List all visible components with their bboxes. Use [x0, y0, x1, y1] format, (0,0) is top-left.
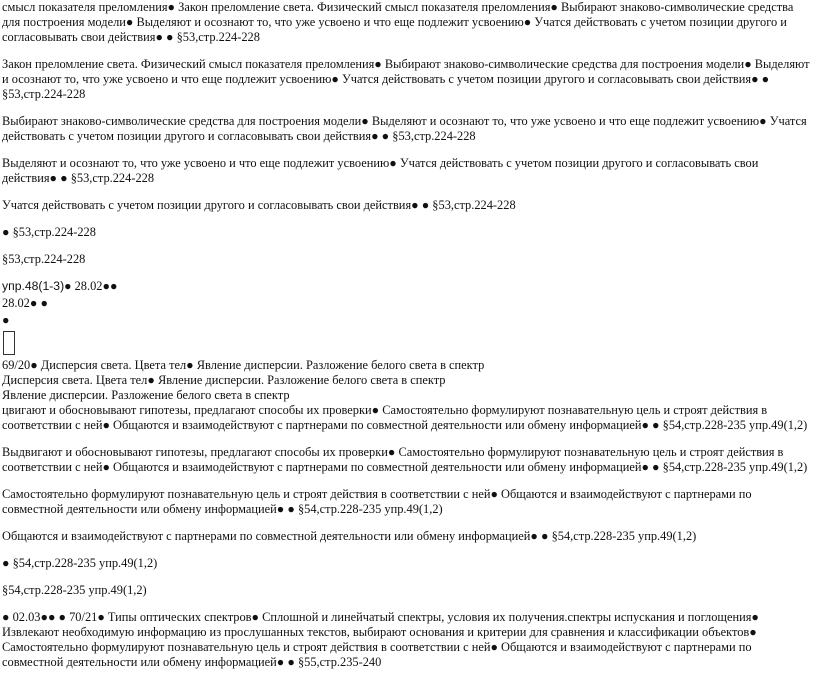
text-line-17: Общаются и взаимодействуют с партнерами по совместной деятельности или обмену информацией● ● §54,стр.228-235 упр.49(1,2)	[2, 529, 697, 543]
text-line-5: Учатся действовать с учетом позиции другого и согласовывать свои действия● ● §53,стр.224-228	[2, 198, 516, 212]
date-ref: 28.02●●	[71, 279, 118, 293]
text-line-6: ● §53,стр.224-228	[2, 225, 96, 239]
text-line-13: Явление дисперсии. Разложение белого света в спектр	[2, 388, 290, 402]
text-line-4: Выделяют и осознают то, что уже усвоено и что еще подлежит усвоению● Учатся действовать с учетом позиции другого и согласовывать свои действия● ● §53,стр.224-228	[2, 156, 759, 185]
text-line-18: ● §54,стр.228-235 упр.49(1,2)	[2, 556, 158, 570]
text-line-3: Выбирают знаково-символические средства для построения модели● Выделяют и осознают то, что уже усвоено и что еще подлежит усвоению● Учатся действовать с учетом позиции другого и согласовывать свои действия● ● §53,стр.224-228	[2, 114, 807, 143]
text-line-2: Закон преломление света. Физический смысл показателя преломления● Выбирают знаково-символические средства для построения модели● Выделяют и осознают то, что уже усвоено и что еще подлежит усвоению● Учатся действовать с учетом позиции другого и согласовывать свои действия● ● §53,стр.224-228	[2, 57, 810, 101]
document-page	[2, 0, 812, 682]
text-line-9: 28.02● ●	[2, 296, 48, 310]
text-line-15: Выдвигают и обосновывают гипотезы, предлагают способы их проверки● Самостоятельно формулируют познавательную цель и строят действия в соответствии с ней● Общаются и взаимодействуют с партнерами по совместной деятельности или обмену информацией● ● §54,стр.228-235 упр.49(1,2)	[2, 445, 808, 474]
empty-cell-box	[3, 331, 15, 355]
bullet-line: ●	[2, 313, 10, 327]
text-line-11: 69/20● Дисперсия света. Цвета тел● Явление дисперсии. Разложение белого света в спектр	[2, 358, 485, 372]
text-line-14: цвигают и обосновывают гипотезы, предлагают способы их проверки● Самостоятельно формулируют познавательную цель и строят действия в соответствии с ней● Общаются и взаимодействуют с партнерами по совместной деятельности или обмену информацией● ● §54,стр.228-235 упр.49(1,2)	[2, 403, 808, 432]
exercise-ref: упр.48(1-3)●	[2, 279, 72, 293]
text-line-7: §53,стр.224-228	[2, 252, 86, 266]
text-line-19: §54,стр.228-235 упр.49(1,2)	[2, 583, 147, 597]
text-line-1: смысл показателя преломления● Закон преломление света. Физический смысл показателя преломления● Выбирают знаково-символические средства для построения модели● Выделяют и осознают то, что уже усвоено и что еще подлежит усвоению● Учатся действовать с учетом позиции другого и согласовывать свои действия● ● §53,стр.224-228	[2, 0, 794, 44]
text-line-16: Самостоятельно формулируют познавательную цель и строят действия в соответствии с ней● Общаются и взаимодействуют с партнерами по совместной деятельности или обмену информацией● ● §54,стр.228-235 упр.49(1,2)	[2, 487, 752, 516]
text-line-20: ● 02.03●● ● 70/21● Типы оптических спектров● Сплошной и линейчатый спектры, условия их получения.спектры испускания и поглощения● Извлекают необходимую информацию из прослушанных текстов, выбирают основания и критерии для сравнения и классификации объектов● Самостоятельно формулируют познавательную цель и строят действия в соответствии с ней● Общаются и взаимодействуют с партнерами по совместной деятельности или обмену информацией● ● §55,стр.235-240	[2, 610, 759, 669]
exercise-line	[2, 279, 812, 294]
text-line-12: Дисперсия света. Цвета тел● Явление дисперсии. Разложение белого света в спектр	[2, 373, 446, 387]
